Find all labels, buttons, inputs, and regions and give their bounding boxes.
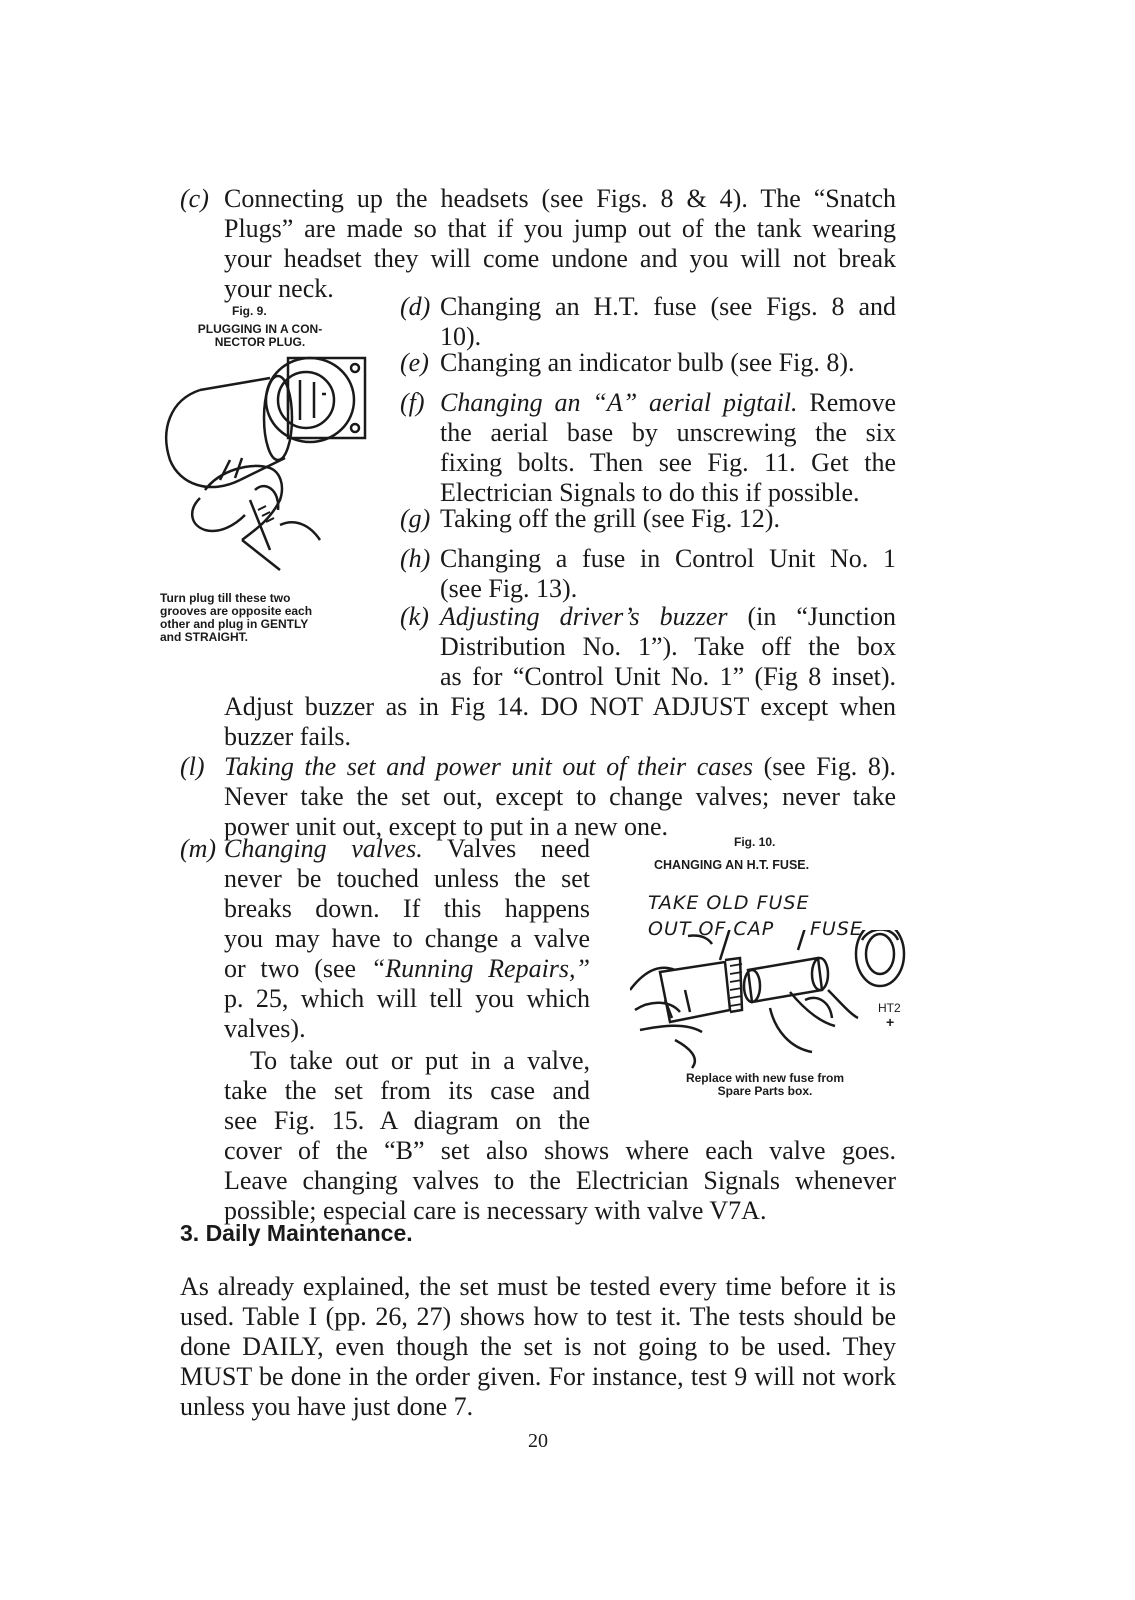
item-m-line: p. 25, which will tell you which [224, 984, 590, 1013]
fig10-caption-line: Spare Parts box. [717, 1084, 813, 1098]
item-f-rest: Remove [797, 388, 896, 417]
fig9-title-line: PLUGGING IN A CON- [197, 322, 323, 336]
fig10-illustration [630, 930, 920, 1070]
item-m-line: valves). [224, 1014, 306, 1043]
item-h-line: Changing a fuse in Control Unit No. 1 [440, 544, 896, 573]
section3-line: unless you have just done 7. [180, 1392, 474, 1421]
item-g-label: (g) [400, 504, 431, 533]
item-m-para2-full [224, 1136, 896, 1226]
item-c-line: Plugs” are made so that if you jump out of the tank wearing [224, 214, 896, 243]
item-f-label: (f) [400, 388, 425, 417]
item-k-continued [224, 692, 896, 752]
item-m-full-line: Leave changing valves to the Electrician Signals whenever [224, 1166, 896, 1195]
fig10-hand-label-2: OUT OF CAP [648, 918, 775, 940]
item-m-full-line: cover of the “B” set also shows where each valve goes. [224, 1136, 896, 1165]
item-m-para2-line: take the set from its case and [224, 1076, 590, 1105]
item-l-line [224, 752, 896, 782]
item-k-cont-line: buzzer fails. [224, 722, 352, 751]
item-l-line: Never take the set out, except to change valves; never take [224, 782, 896, 811]
item-f-line: the aerial base by unscrewing the six [440, 418, 896, 447]
item-h-label: (h) [400, 544, 431, 573]
item-m-line: breaks down. If this happens [224, 894, 590, 923]
item-d-label: (d) [400, 292, 431, 321]
fig10-caption-line: Replace with new fuse from [685, 1071, 845, 1085]
item-m-line5a: or two (see [224, 954, 371, 983]
fig10-ht2-label: HT2 [878, 1001, 901, 1015]
item-c-line: Connecting up the headsets (see Figs. 8 & 4). The “Snatch [224, 184, 896, 213]
item-k-label: (k) [400, 602, 429, 631]
item-l-rest: (see Fig. 8). [753, 752, 896, 781]
item-k-rest: (in “Junction [727, 602, 896, 631]
item-k-line: as for “Control Unit No. 1” (Fig 8 inset). [440, 662, 896, 691]
fig9-title-line: NECTOR PLUG. [214, 335, 306, 349]
item-c-line: your headset they will come undone and you will not break [224, 244, 896, 273]
item-m-label: (m) [180, 834, 217, 863]
item-m-running-repairs: “Running Repairs,” [370, 954, 590, 983]
item-k-title: Adjusting driver’s buzzer [440, 602, 728, 631]
page-number: 20 [528, 1430, 548, 1452]
section-heading: 3. Daily Maintenance. [180, 1220, 413, 1246]
item-k-cont-line: Adjust buzzer as in Fig 14. DO NOT ADJUST except when [224, 692, 896, 721]
item-d-line: Changing an H.T. fuse (see Figs. 8 and [440, 292, 896, 321]
item-m-full-line: possible; especial care is necessary with valve V7A. [224, 1196, 767, 1225]
item-g-line: Taking off the grill (see Fig. 12). [440, 504, 780, 533]
fig10-title: CHANGING AN H.T. FUSE. [654, 858, 810, 872]
section3-line: used. Table I (pp. 26, 27) shows how to test it. The tests should be [180, 1302, 896, 1331]
item-l-line: power unit out, except to put in a new one. [224, 812, 669, 841]
fig10-hand-label-1: TAKE OLD FUSE [648, 892, 810, 914]
item-l-label: (l) [180, 752, 205, 781]
item-m-title: Changing valves. [224, 834, 423, 863]
fig10-hand-label-3: FUSE [810, 918, 863, 940]
fig9-title [160, 323, 360, 349]
item-l-title: Taking the set and power unit out of their cases [224, 752, 754, 781]
item-e-label: (e) [400, 348, 429, 377]
section3-body [180, 1272, 896, 1422]
section3-line: MUST be done in the order given. For instance, test 9 will not work [180, 1362, 896, 1391]
fig9-caption-line: Turn plug till these two [160, 591, 291, 605]
item-f-line: fixing bolts. Then see Fig. 11. Get the [440, 448, 896, 477]
fig9-caption-line: and STRAIGHT. [160, 630, 249, 644]
item-m-rest: Valves need [422, 834, 590, 863]
section3-line: As already explained, the set must be tested every time before it is [180, 1272, 896, 1301]
fig10-plus-label: + [886, 1014, 895, 1030]
item-m-line [224, 954, 590, 984]
item-f-title: Changing an “A” aerial pigtail. [440, 388, 798, 417]
item-m-line: you may have to change a valve [224, 924, 590, 953]
item-f-line: Electrician Signals to do this if possible. [440, 478, 860, 507]
fig9-number: Fig. 9. [232, 304, 267, 318]
item-c-line: your neck. [224, 274, 334, 303]
fig9-caption [160, 592, 380, 644]
fig10-number: Fig. 10. [734, 835, 776, 849]
fig10-caption [640, 1072, 890, 1098]
fig9-caption-line: grooves are opposite each [160, 604, 313, 618]
item-d-line: 10). [440, 322, 482, 351]
item-m-line [224, 834, 590, 864]
section3-line: done DAILY, even though the set is not going to be used. They [180, 1332, 896, 1361]
fig9-illustration [160, 350, 380, 590]
item-m-para2 [224, 1046, 590, 1136]
item-m-para2-line: To take out or put in a valve, [250, 1046, 590, 1075]
item-h-line: (see Fig. 13). [440, 574, 578, 603]
item-c-label: (c) [180, 184, 209, 213]
item-k-line: Distribution No. 1”). Take off the box [440, 632, 896, 661]
item-k-line [440, 602, 896, 632]
item-m-para2-line: see Fig. 15. A diagram on the [224, 1106, 590, 1135]
fig9-caption-line: other and plug in GENTLY [160, 617, 309, 631]
item-e-line: Changing an indicator bulb (see Fig. 8). [440, 348, 855, 377]
item-f-line [440, 388, 896, 418]
item-m-line: never be touched unless the set [224, 864, 590, 893]
